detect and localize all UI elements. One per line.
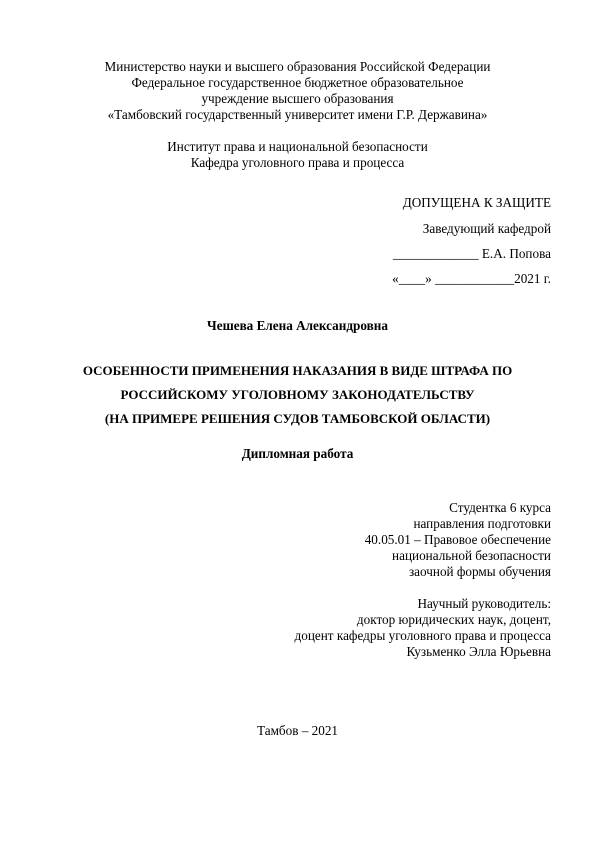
approval-position: Заведующий кафедрой (422, 221, 551, 236)
approval-date-line: «____» ____________2021 г. (392, 271, 551, 286)
supervisor-line-3: доцент кафедры уголовного права и процесса (294, 628, 551, 643)
student-line-5: заочной формы обучения (408, 564, 551, 579)
student-line-1: Студентка 6 курса (449, 500, 551, 515)
ministry-line-4: «Тамбовский государственный университет имени Г.Р. Державина» (107, 107, 488, 122)
ministry-line-2: Федеральное государственное бюджетное образовательное (131, 75, 464, 90)
approval-title: ДОПУЩЕНА К ЗАЩИТЕ (402, 195, 551, 210)
thesis-title-line-3: (НА ПРИМЕРЕ РЕШЕНИЯ СУДОВ ТАМБОВСКОЙ ОБЛАСТИ) (104, 411, 491, 426)
author-name: Чешева Елена Александровна (207, 318, 388, 333)
work-type: Дипломная работа (241, 446, 354, 461)
approval-signature-line: _____________ Е.А. Попова (392, 246, 551, 261)
ministry-line-3: учреждение высшего образования (201, 91, 394, 106)
student-line-4: национальной безопасности (392, 548, 551, 563)
supervisor-line-1: Научный руководитель: (417, 596, 551, 611)
ministry-line-1: Министерство науки и высшего образования Российской Федерации (104, 59, 491, 74)
student-line-3: 40.05.01 – Правовое обеспечение (364, 532, 551, 547)
supervisor-line-4: Кузьменко Элла Юрьевна (406, 644, 551, 659)
department-name: Кафедра уголовного права и процесса (190, 155, 405, 170)
city-year: Тамбов – 2021 (256, 723, 339, 738)
thesis-title-line-1: ОСОБЕННОСТИ ПРИМЕНЕНИЯ НАКАЗАНИЯ В ВИДЕ ШТРАФА ПО (82, 363, 513, 378)
supervisor-line-2: доктор юридических наук, доцент, (356, 612, 551, 627)
thesis-title-line-2: РОССИЙСКОМУ УГОЛОВНОМУ ЗАКОНОДАТЕЛЬСТВУ (120, 387, 475, 402)
student-line-2: направления подготовки (413, 516, 551, 531)
institute-name: Институт права и национальной безопасности (167, 139, 428, 154)
